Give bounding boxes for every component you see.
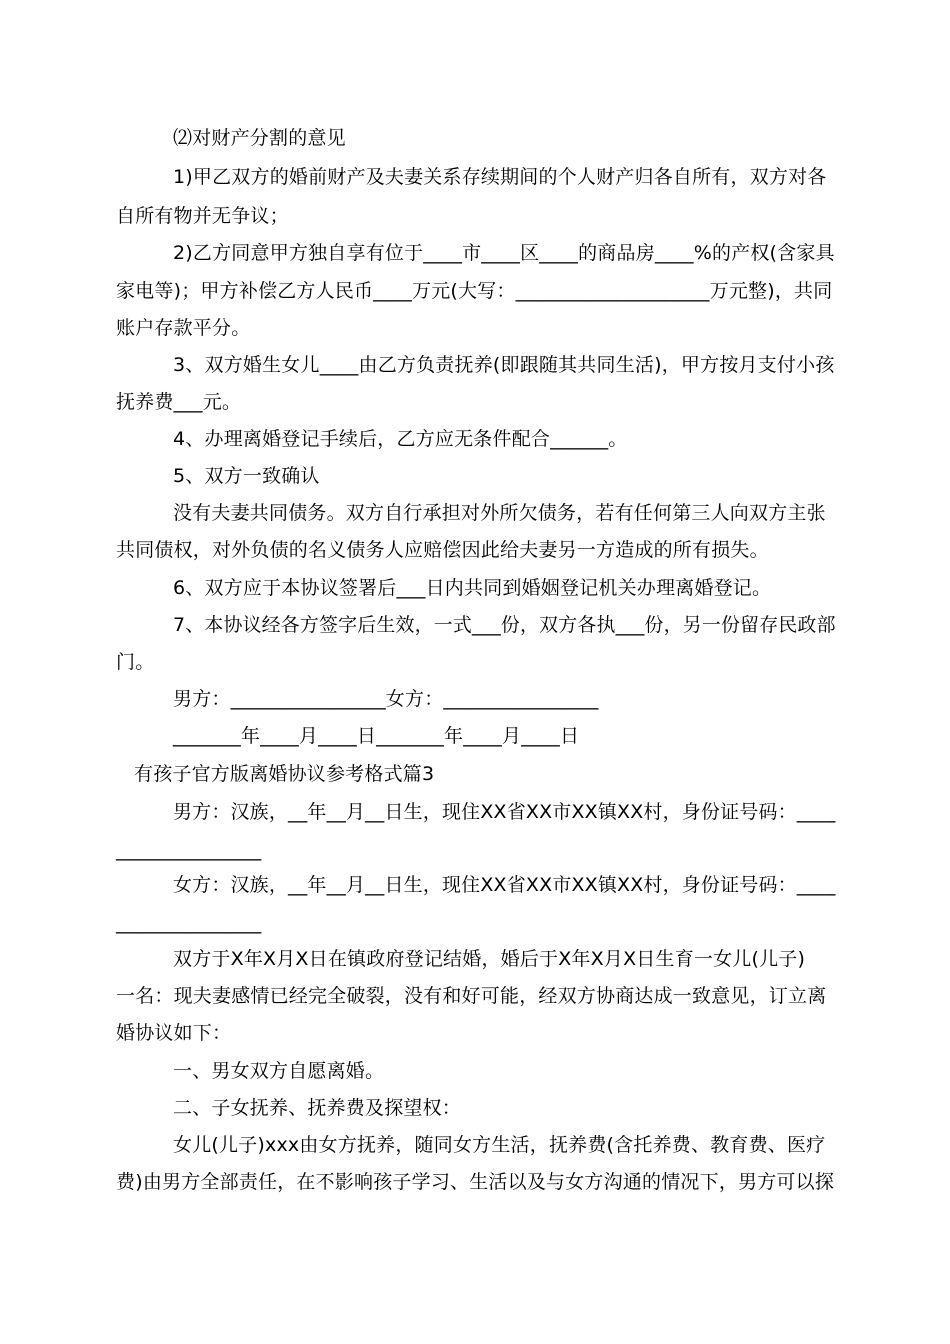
section-heading-property-division: ⑵对财产分割的意见	[173, 127, 346, 149]
paragraph-line: 一名：现夫妻感情已经完全破裂，没有和好可能，经双方协商达成一致意见，订立离	[116, 985, 827, 1007]
paragraph-line: 没有夫妻共同债务。双方自行承担对外所欠债务，若有任何第三人向双方主张	[173, 502, 826, 524]
paragraph-line: _______________	[116, 912, 262, 934]
paragraph-line: 共同债权，对外负债的名义债务人应赔偿因此给夫妻另一方造成的所有损失。	[116, 539, 769, 561]
paragraph-line: 4、办理离婚登记手续后，乙方应无条件配合______。	[173, 428, 628, 450]
paragraph-line: 1)甲乙双方的婚前财产及夫妻关系存续期间的个人财产归各自所有，双方对各	[173, 166, 827, 188]
paragraph-line: 自所有物并无争议；	[116, 205, 289, 227]
paragraph-line: 男方：汉族，__年__月__日生，现住XX省XX市XX镇XX村，身份证号码：____	[173, 801, 836, 823]
paragraph-line: 抚养费___元。	[116, 391, 242, 413]
paragraph-line: 家电等)；甲方补偿乙方人民币____万元(大写：____________________万元整)，共同	[116, 280, 833, 302]
date-line: _______年____月____日_______年____月____日	[173, 725, 580, 747]
paragraph-line: 3、双方婚生女儿____由乙方负责抚养(即跟随其共同生活)，甲方按月支付小孩	[173, 354, 835, 376]
paragraph-line: 门。	[116, 651, 155, 673]
paragraph-line: 双方于X年X月X日在镇政府登记结婚，婚后于X年X月X日生育一女儿(儿子)	[173, 948, 806, 970]
section-title: 有孩子官方版离婚协议参考格式篇3	[134, 763, 435, 785]
paragraph-line: 6、双方应于本协议签署后___日内共同到婚姻登记机关办理离婚登记。	[173, 577, 772, 599]
paragraph-line: _______________	[116, 839, 262, 861]
paragraph-line: 7、本协议经各方签字后生效，一式___份，双方各执___份，另一份留存民政部	[173, 614, 836, 636]
paragraph-line: 5、双方一致确认	[173, 465, 320, 487]
paragraph-line: 女方：汉族，__年__月__日生，现住XX省XX市XX镇XX村，身份证号码：____	[173, 874, 836, 896]
paragraph-line: 费)由男方全部责任，在不影响孩子学习、生活以及与女方沟通的情况下，男方可以探	[116, 1171, 835, 1193]
paragraph-line: 账户存款平分。	[116, 317, 251, 339]
paragraph-line: 婚协议如下：	[116, 1022, 232, 1044]
signature-line: 男方：________________女方：________________	[173, 688, 599, 710]
paragraph-line: 女儿(儿子)xxx由女方抚养，随同女方生活，抚养费(含托养费、教育费、医疗	[173, 1134, 826, 1156]
paragraph-line: 二、子女抚养、抚养费及探望权：	[173, 1097, 462, 1119]
paragraph-line: 一、男女双方自愿离婚。	[173, 1060, 385, 1082]
paragraph-line: 2)乙方同意甲方独自享有位于____市____区____的商品房____%的产权(含家具	[173, 242, 835, 264]
